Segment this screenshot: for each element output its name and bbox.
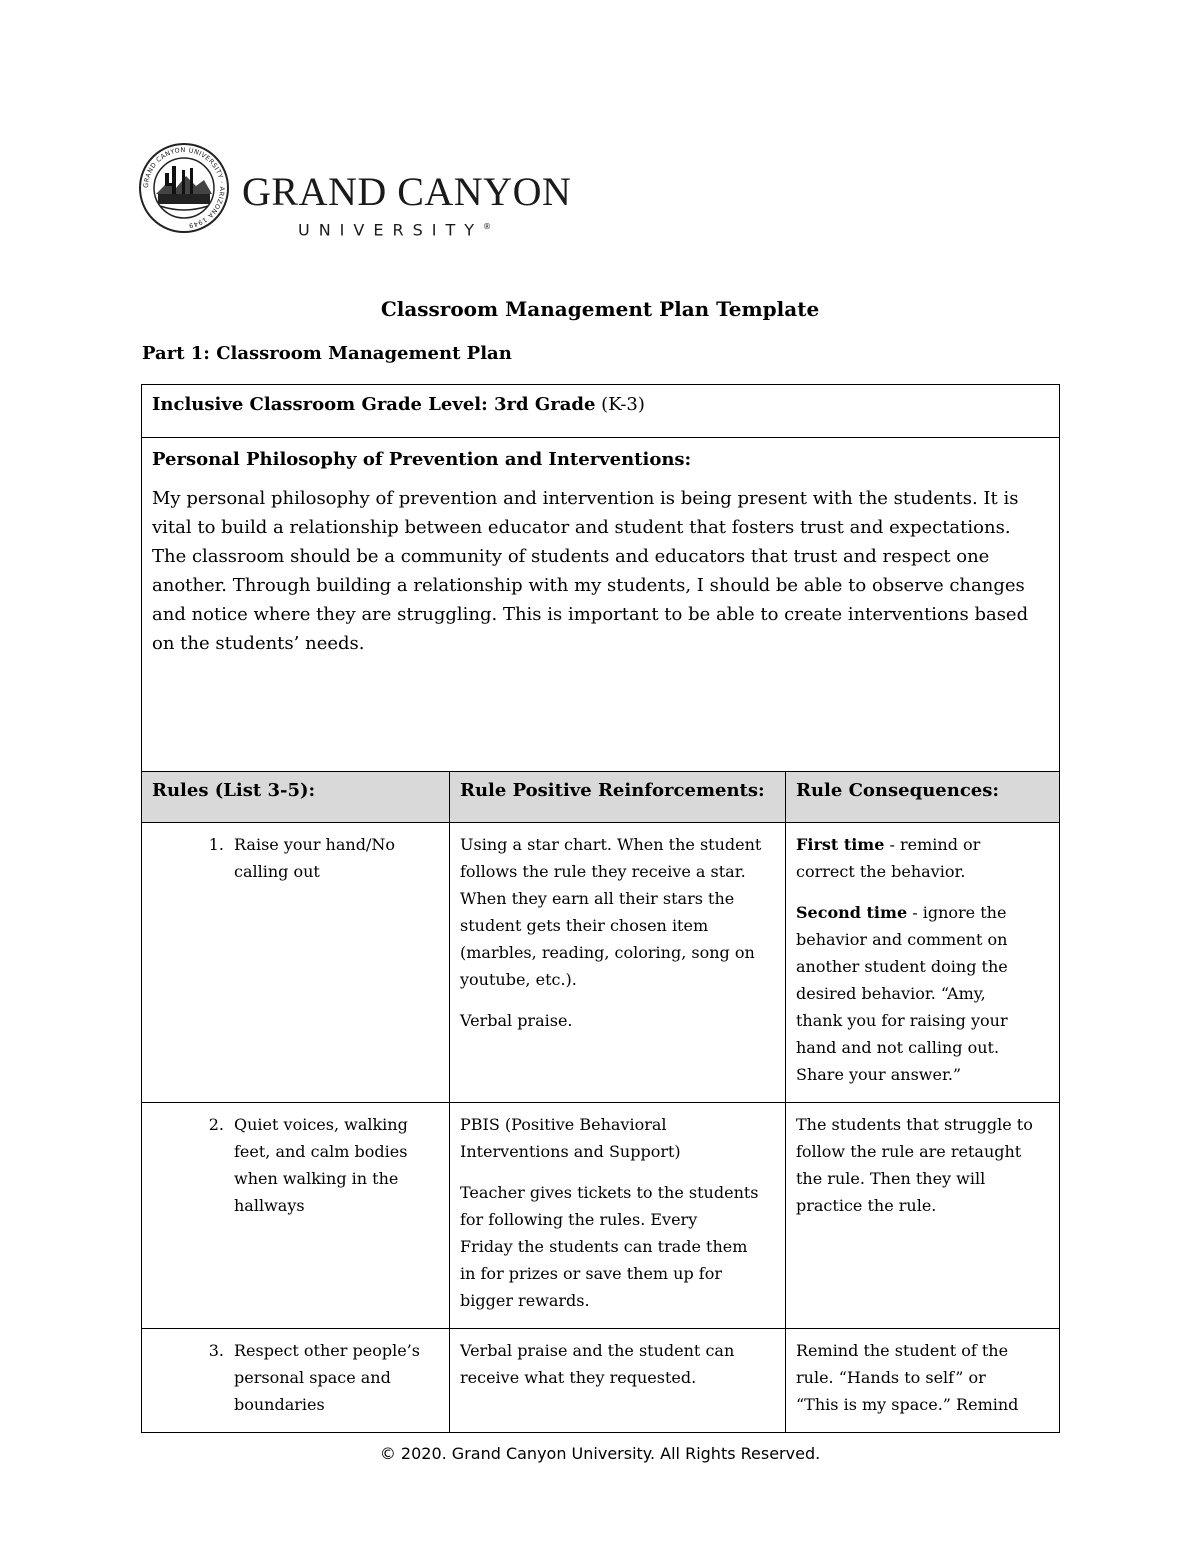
table-row bbox=[142, 1103, 1060, 1329]
table-row bbox=[142, 1329, 1060, 1433]
consequence-paragraph: First time - remind or correct the behavior. bbox=[796, 835, 981, 881]
gcu-logo bbox=[138, 142, 572, 240]
rule-cell bbox=[142, 1329, 450, 1433]
rule-number: 3. bbox=[208, 1341, 224, 1360]
logo-subtitle: UNIVERSITY® bbox=[298, 220, 491, 240]
rule-text: Raise your hand/No calling out bbox=[234, 835, 395, 881]
philosophy-heading: Personal Philosophy of Prevention and Interventions: bbox=[152, 449, 692, 470]
management-plan-table bbox=[141, 384, 1060, 1433]
rule-cell bbox=[142, 823, 450, 1103]
reinforcement-paragraph: Teacher gives tickets to the students for following the rules. Every Friday the students can trade them in for prizes or save them up for bigger rewards. bbox=[460, 1183, 759, 1310]
consequence-paragraph: Remind the student of the rule. “Hands to self” or “This is my space.” Remind bbox=[796, 1341, 1019, 1414]
rule-text: Respect other people’s personal space and boundaries bbox=[234, 1341, 420, 1414]
university-seal-icon bbox=[138, 142, 230, 234]
consequence-paragraph: The students that struggle to follow the rule are retaught the rule. Then they will practice the rule. bbox=[796, 1115, 1033, 1215]
rules-header: Rules (List 3-5): bbox=[142, 772, 450, 823]
reinforcement-paragraph: PBIS (Positive Behavioral Interventions and Support) bbox=[460, 1115, 681, 1161]
consequence-cell bbox=[786, 823, 1060, 1103]
rule-cell bbox=[142, 1103, 450, 1329]
philosophy-cell bbox=[142, 438, 1060, 772]
reinforcement-cell bbox=[450, 1329, 786, 1433]
document-title: Classroom Management Plan Template bbox=[380, 297, 820, 321]
reinforcement-paragraph: Verbal praise. bbox=[460, 1011, 573, 1030]
grade-label: Inclusive Classroom Grade Level: 3rd Grade bbox=[152, 394, 596, 415]
philosophy-text: My personal philosophy of prevention and intervention is being present with the students. It is vital to build a relationship between educator and student that fosters trust and expectations. The classroom should be a community of students and educators that trust and respect one another. Through building a relationship with my students, I should be able to observe changes and notice where they are struggling. This is important to be able to create interventions based on the students’ needs. bbox=[152, 488, 1029, 654]
copyright-footer: © 2020. Grand Canyon University. All Rights Reserved. bbox=[379, 1444, 821, 1463]
rule-number: 2. bbox=[208, 1115, 224, 1134]
logo-wordmark: GRAND CANYON bbox=[242, 169, 572, 214]
rule-text: Quiet voices, walking feet, and calm bodies when walking in the hallways bbox=[234, 1115, 408, 1215]
reinforcements-header: Rule Positive Reinforcements: bbox=[450, 772, 786, 823]
consequence-paragraph: Second time - ignore the behavior and comment on another student doing the desired behavior. “Amy, thank you for raising your hand and not calling out. Share your answer.” bbox=[796, 903, 1008, 1084]
rule-number: 1. bbox=[208, 835, 224, 854]
reinforcement-paragraph: Verbal praise and the student can receive what they requested. bbox=[460, 1341, 735, 1387]
table-row bbox=[142, 823, 1060, 1103]
reinforcement-cell bbox=[450, 823, 786, 1103]
part-title: Part 1: Classroom Management Plan bbox=[142, 343, 512, 364]
grade-level-cell bbox=[142, 385, 1060, 438]
reinforcement-paragraph: Using a star chart. When the student follows the rule they receive a star. When they earn all their stars the student gets their chosen item (marbles, reading, coloring, song on youtube, etc.). bbox=[460, 835, 762, 989]
consequence-cell bbox=[786, 1329, 1060, 1433]
seal-text: GRAND CANYON UNIVERSITY · ARIZONA 1949 bbox=[141, 145, 227, 230]
reinforcement-cell bbox=[450, 1103, 786, 1329]
grade-range: (K-3) bbox=[595, 394, 645, 415]
consequence-cell bbox=[786, 1103, 1060, 1329]
consequences-header: Rule Consequences: bbox=[786, 772, 1060, 823]
